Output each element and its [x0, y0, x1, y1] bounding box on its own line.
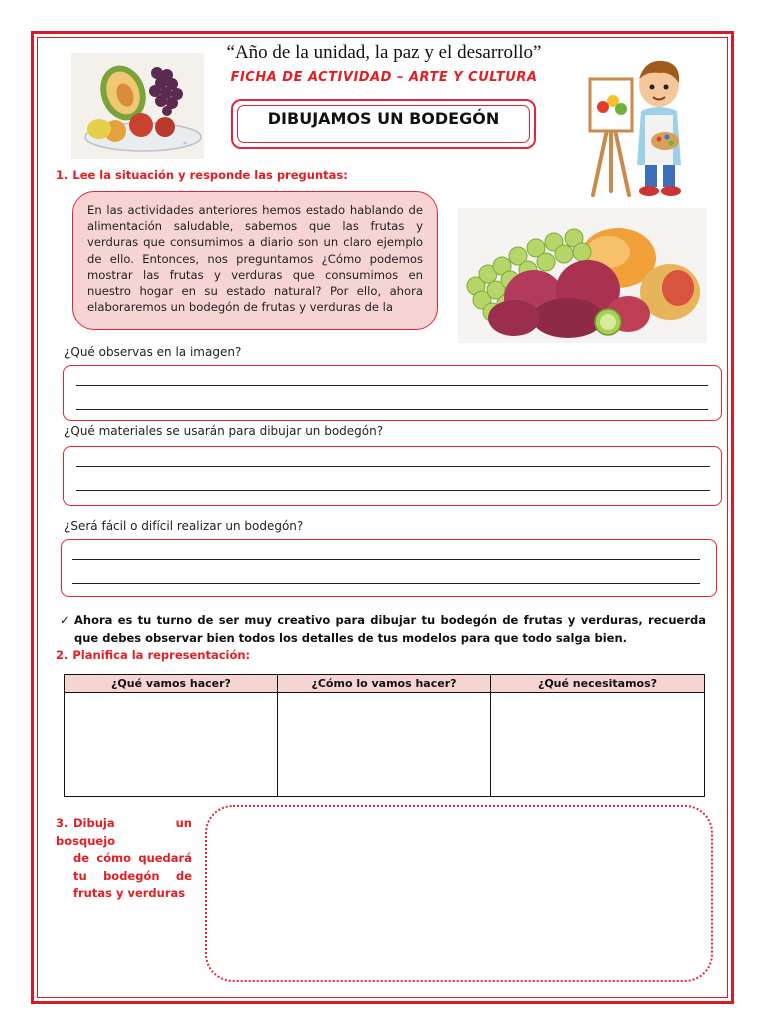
section3-line-2: de cómo quedará — [73, 851, 192, 865]
table-header-row — [65, 675, 705, 693]
section3-line-1: Dibuja un bosquejo — [56, 816, 192, 848]
answer-box-1[interactable] — [63, 365, 722, 421]
situation-text: En las actividades anteriores hemos estado hablando de alimentación saludable, sabemos que las frutas y verduras que consumimos a diario son un claro ejemplo de ello. Entonces, nos preguntamos ¿Cómo podemos mostrar las frutas y verduras que consumimos en nuestro hogar en su estado natural? Por ello, ahora elaboraremos un bodegón de frutas y verduras de la — [87, 203, 423, 315]
table-row — [65, 693, 705, 797]
question-3-label: ¿Será fácil o difícil realizar un bodegón? — [64, 519, 304, 533]
table-header-cell: ¿Qué vamos hacer? — [65, 675, 278, 693]
table-cell[interactable] — [491, 693, 705, 797]
answer-line — [76, 466, 710, 467]
section3-line-4: frutas y verduras — [73, 886, 186, 900]
situation-box — [72, 191, 438, 330]
check-icon: ✓ — [60, 613, 70, 627]
section3-heading — [56, 815, 192, 903]
table-cell[interactable] — [65, 693, 278, 797]
answer-line — [72, 559, 700, 560]
fruit-still-life-image — [458, 208, 707, 343]
question-2-label: ¿Qué materiales se usarán para dibujar un bodegón? — [64, 424, 384, 438]
year-title: “Año de la unidad, la paz y el desarrollo” — [226, 42, 542, 63]
section1-heading: 1. Lee la situación y responde las preguntas: — [56, 168, 348, 182]
section2-heading: 2. Planifica la representación: — [56, 648, 251, 662]
table-header-cell: ¿Cómo lo vamos hacer? — [278, 675, 491, 693]
worksheet-subtitle: FICHA DE ACTIVIDAD – ARTE Y CULTURA — [230, 70, 538, 85]
answer-box-3[interactable] — [61, 539, 717, 597]
answer-line — [76, 385, 708, 386]
answer-line — [72, 583, 700, 584]
table-header-cell: ¿Qué necesitamos? — [491, 675, 705, 693]
activity-title-box — [231, 99, 536, 149]
planning-table — [64, 674, 705, 797]
activity-title: DIBUJAMOS UN BODEGÓN — [267, 108, 500, 128]
fruit-bowl-image — [71, 53, 204, 159]
section3-number: 3. — [56, 816, 69, 830]
tip-text: Ahora es tu turno de ser muy creativo para dibujar tu bodegón de frutas y verduras, recuerda que debes observar bien todos los detalles de tus modelos para que todo salga bien. — [74, 613, 706, 645]
section3-line-3: tu bodegón de — [73, 868, 192, 883]
question-1-label: ¿Qué observas en la imagen? — [64, 345, 242, 359]
answer-box-2[interactable] — [63, 446, 722, 506]
svg-text:~: ~ — [183, 141, 188, 147]
table-cell[interactable] — [278, 693, 491, 797]
answer-line — [76, 409, 708, 410]
sketch-drawing-area[interactable] — [205, 805, 713, 982]
tip-paragraph — [60, 611, 706, 647]
answer-line — [76, 490, 710, 491]
